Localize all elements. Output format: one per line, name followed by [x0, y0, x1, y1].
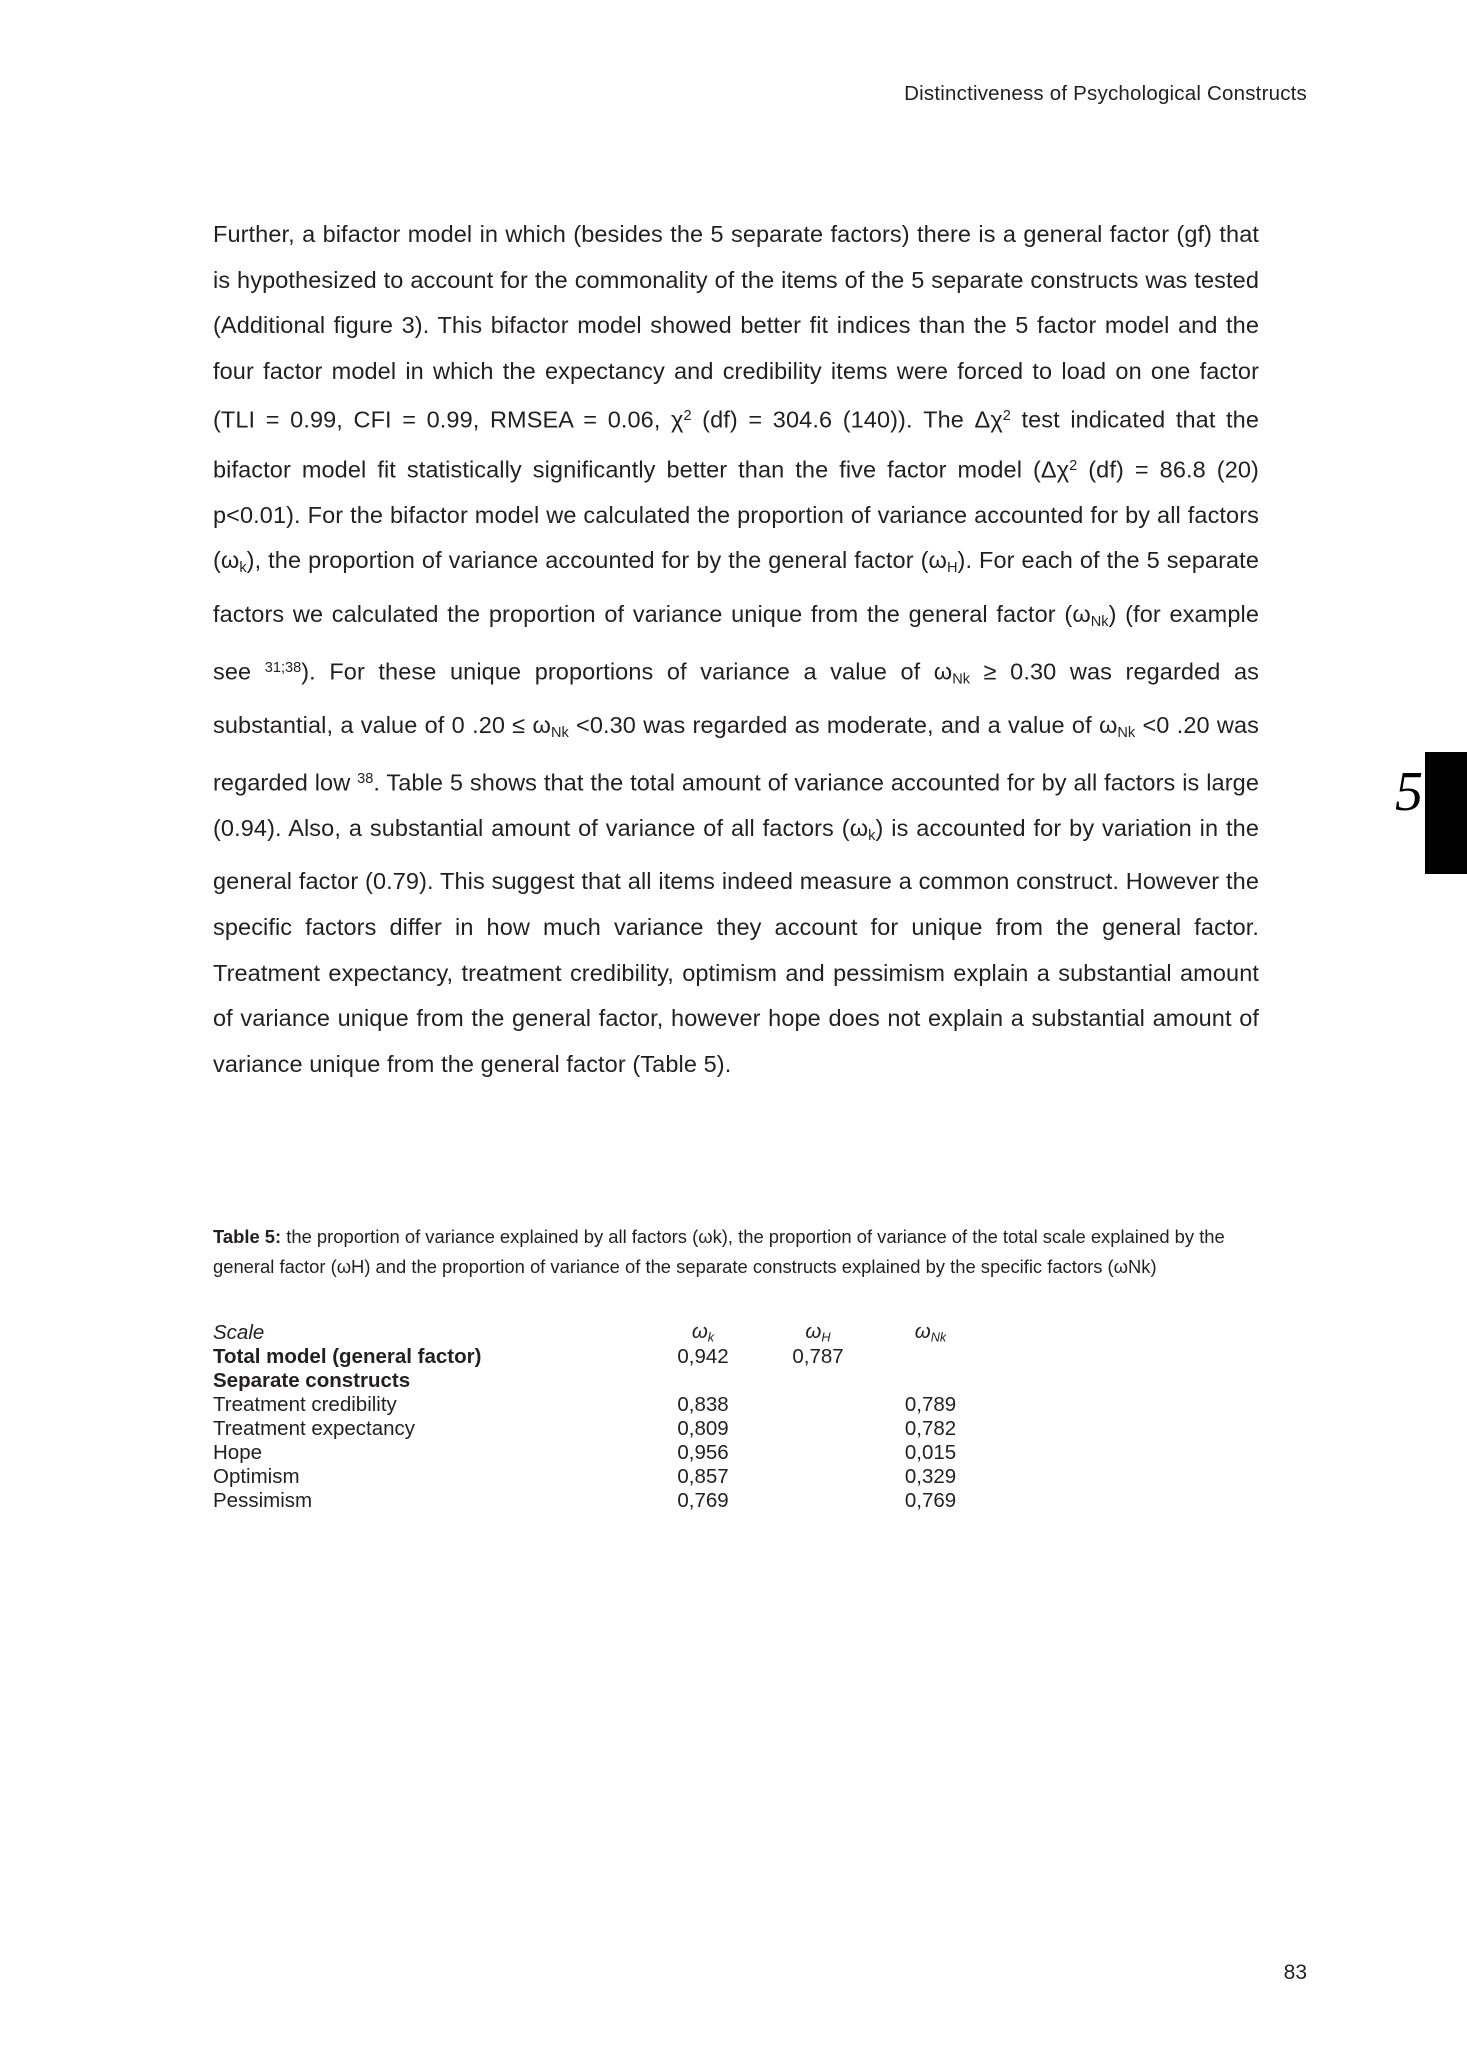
table-5 — [213, 1320, 988, 1513]
chapter-thumb-tab — [1425, 752, 1467, 874]
chapter-number: 5 — [1395, 761, 1423, 823]
cell-omega-nk: 0,329 — [904, 1464, 957, 1488]
cell-omega-k: 0,956 — [677, 1440, 729, 1464]
cell-scale: Total model (general factor) — [213, 1344, 482, 1368]
table-caption — [213, 1222, 1253, 1281]
cell-omega-k: 0,857 — [677, 1464, 729, 1488]
cell-omega-h — [763, 1465, 873, 1489]
table-row — [213, 1345, 988, 1369]
column-header-scale: Scale — [213, 1320, 265, 1344]
cell-omega-h — [763, 1441, 873, 1465]
cell-omega-h — [763, 1393, 873, 1417]
cell-omega-nk: 0,782 — [904, 1416, 957, 1440]
running-head: Distinctiveness of Psychological Constructs — [904, 82, 1307, 105]
page-number: 83 — [1283, 1961, 1307, 1984]
cell-scale: Separate constructs — [213, 1368, 411, 1392]
cell-scale: Optimism — [213, 1464, 300, 1488]
table-row — [213, 1441, 988, 1465]
cell-scale: Treatment credibility — [213, 1392, 397, 1416]
table-row — [213, 1393, 988, 1417]
cell-scale: Pessimism — [213, 1488, 313, 1512]
table-row — [213, 1369, 988, 1393]
table-row — [213, 1417, 988, 1441]
column-header-omega-nk: $\omega_{Nk}$ — [914, 1320, 947, 1345]
cell-omega-nk — [873, 1369, 988, 1393]
cell-omega-h: 0,787 — [792, 1344, 844, 1368]
table-caption-label: Table 5: — [213, 1226, 282, 1247]
column-header-omega-k: $\omega_k$ — [691, 1320, 715, 1345]
table-row — [213, 1489, 988, 1513]
table-row — [213, 1465, 988, 1489]
cell-omega-nk — [873, 1345, 988, 1369]
table-header-row — [213, 1320, 988, 1345]
cell-omega-h — [763, 1369, 873, 1393]
body-paragraph: Further, a bifactor model in which (besides the 5 separate factors) there is a general factor (gf) that is hypothesized to account for the commonality of the items of the 5 separate constructs was tested (Additional figure 3). This bifactor model showed better fit indices than the 5 factor model and the four factor model in which the expectancy and credibility items were forced to load on one factor (TLI = 0.99, CFI = 0.99, RMSEA = 0.06, $\chi^2$ (df) = 304.6 (140)). The $\Delta\chi^2$ test indicated that the bifactor model fit statistically significantly better than the five factor model ($\Delta\chi^2$ (df) = 86.8 (20) p<0.01). For the bifactor model we calculated the proportion of variance accounted for by all factors $(\omega_k)$, the proportion of variance accounted for by the general factor $(\omega_H)$. For each of the 5 separate factors we calculated the proportion of variance unique from the general factor $(\omega_{Nk})$ (for example see $^{31;38}$). For these unique proportions of variance a value of $\omega_{Nk} \ge 0.30$ was regarded as substantial, a value of 0 $.20 \le \omega_{Nk} <0.30$ was regarded as moderate, and a value of $\omega_{Nk} <0$ .20 was regarded low $^{38}$. Table 5 shows that the total amount of variance accounted for by all factors is large (0.94). Also, a substantial amount of variance of all factors $(\omega_k)$ is accounted for by variation in the general factor (0.79). This suggest that all items indeed measure a common construct. However the specific factors differ in how much variance they account for unique from the general factor. Treatment expectancy, treatment credibility, optimism and pessimism explain a substantial amount of variance unique from the general factor, however hope does not explain a substantial amount of variance unique from the general factor (Table 5). — [213, 221, 1260, 1077]
cell-scale: Treatment expectancy — [213, 1416, 416, 1440]
cell-omega-k: 0,942 — [677, 1344, 729, 1368]
cell-omega-nk: 0,769 — [904, 1488, 957, 1512]
column-header-omega-h: $\omega_H$ — [805, 1320, 831, 1345]
body-text — [213, 212, 1259, 1087]
cell-omega-k: 0,809 — [677, 1416, 729, 1440]
table-caption-text: the proportion of variance explained by all factors (ωk), the proportion of variance of the total scale explained by the general factor (ωH) and the proportion of variance of the separate constructs explained by the specific factors (ωNk) — [213, 1226, 1225, 1277]
cell-omega-k — [643, 1369, 763, 1393]
cell-omega-h — [763, 1489, 873, 1513]
cell-omega-nk: 0,015 — [904, 1440, 957, 1464]
cell-omega-nk: 0,789 — [904, 1392, 957, 1416]
cell-scale: Hope — [213, 1440, 263, 1464]
variance-table — [213, 1320, 988, 1513]
cell-omega-k: 0,838 — [677, 1392, 729, 1416]
cell-omega-h — [763, 1417, 873, 1441]
cell-omega-k: 0,769 — [677, 1488, 729, 1512]
